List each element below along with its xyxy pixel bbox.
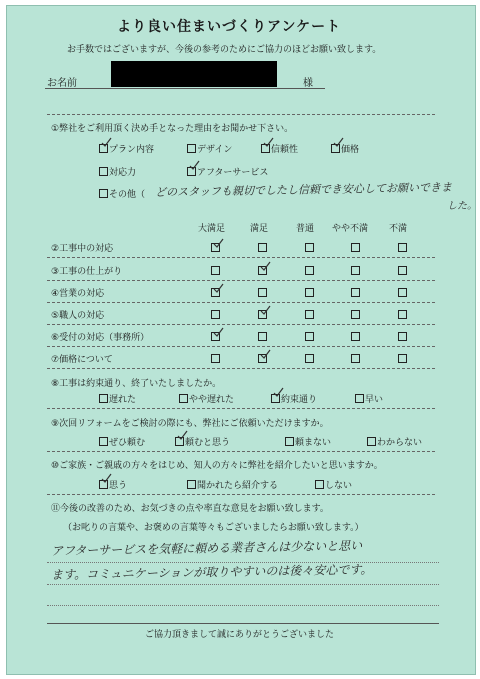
checkbox[interactable] <box>99 167 108 176</box>
option-label: プラン内容 <box>109 145 155 155</box>
q1-option-design[interactable] <box>187 142 232 155</box>
survey-sheet <box>6 5 476 675</box>
rating-row-divider <box>47 257 435 258</box>
rating-row-divider <box>47 346 435 347</box>
rating-checkbox[interactable] <box>211 310 220 319</box>
check-mark-icon <box>263 137 274 148</box>
check-mark-icon <box>101 137 112 148</box>
option-label: 遅れた <box>109 395 137 405</box>
rating-checkbox[interactable] <box>305 332 314 341</box>
divider <box>47 494 435 495</box>
option-label: 約束通り <box>281 395 318 405</box>
name-underline <box>45 88 325 89</box>
rating-checkbox[interactable] <box>351 243 360 252</box>
rating-checkbox[interactable] <box>398 266 407 275</box>
rating-checkbox[interactable] <box>351 266 360 275</box>
option-label: その他（ <box>109 190 146 200</box>
option-label: 対応力 <box>109 168 137 178</box>
q1-other-answer-cont: した。 <box>446 200 478 212</box>
checkbox[interactable] <box>99 437 108 446</box>
rating-checkbox[interactable] <box>398 243 407 252</box>
rating-row-divider <box>47 302 435 303</box>
rating-checkbox[interactable] <box>398 332 407 341</box>
survey-title: より良い住まいづくりアンケート <box>117 19 342 35</box>
rating-header-satisfied: 満足 <box>250 224 269 234</box>
rating-checkbox[interactable] <box>258 243 267 252</box>
check-mark-icon <box>273 387 284 398</box>
check-mark-icon <box>101 473 112 484</box>
option-label: 早い <box>365 395 384 405</box>
check-mark-icon <box>260 349 271 360</box>
option-label: しない <box>325 481 353 491</box>
option-label: アフターサービス <box>197 168 269 178</box>
q8-option-slightly-late[interactable] <box>179 392 234 405</box>
q9-option-unsure[interactable] <box>367 435 422 448</box>
check-mark-icon <box>213 327 224 338</box>
name-redaction <box>111 61 277 87</box>
name-label: お名前 <box>47 78 77 89</box>
q11-subtext: （お叱りの言葉や、お褒めの言葉等々もございましたらお願い致します。） <box>63 523 364 533</box>
rating-checkbox[interactable] <box>351 332 360 341</box>
checkbox[interactable] <box>285 437 294 446</box>
q1-option-other[interactable] <box>99 187 145 200</box>
rating-checkbox[interactable] <box>305 288 314 297</box>
q8-question: ⑧工事は約束通り、終了いたしましたか。 <box>51 379 222 389</box>
rating-header-dissatisfied: 不満 <box>389 224 408 234</box>
rating-checkbox[interactable] <box>305 354 314 363</box>
rating-checkbox[interactable] <box>258 288 267 297</box>
rating-checkbox[interactable] <box>305 266 314 275</box>
check-mark-icon <box>213 283 224 294</box>
q9-option-definitely[interactable] <box>99 435 145 448</box>
rating-checkbox[interactable] <box>211 354 220 363</box>
option-label: 頼まない <box>295 438 332 448</box>
rating-checkbox[interactable] <box>398 310 407 319</box>
answer-line <box>47 584 439 585</box>
check-mark-icon <box>260 305 271 316</box>
rating-checkbox[interactable] <box>305 310 314 319</box>
checkbox[interactable] <box>99 189 108 198</box>
name-suffix: 様 <box>303 78 313 89</box>
q8-option-late[interactable] <box>99 392 136 405</box>
check-mark-icon <box>213 238 224 249</box>
q9-question: ⑨次回リフォームをご検討の際にも、弊社にご依頼いただけますか。 <box>51 419 329 429</box>
checkbox[interactable] <box>179 394 188 403</box>
rating-header-neutral: 普通 <box>296 224 315 234</box>
rating-row-divider <box>47 368 435 369</box>
q11-question: ⑪今後の改善のため、お気づきの点や率直な意見をお願い致します。 <box>51 504 329 514</box>
check-mark-icon <box>260 261 271 272</box>
rating-checkbox[interactable] <box>351 310 360 319</box>
option-label: ぜひ頼む <box>109 438 146 448</box>
check-mark-icon <box>333 137 344 148</box>
rating-row-label: ⑦価格について <box>51 355 113 365</box>
q11-answer-line2: ます。コミュニケーションが取りやすいのは後々安心です。 <box>50 562 373 582</box>
rating-row-label: ③工事の仕上がり <box>51 267 123 277</box>
checkbox[interactable] <box>315 480 324 489</box>
checkbox[interactable] <box>367 437 376 446</box>
checkbox[interactable] <box>99 394 108 403</box>
answer-line <box>47 605 439 606</box>
option-label: 信頼性 <box>271 145 299 155</box>
rating-row-label: ⑤職人の対応 <box>51 311 105 321</box>
rating-checkbox[interactable] <box>258 332 267 341</box>
rating-row-label: ②工事中の対応 <box>51 244 114 254</box>
option-label: 価格 <box>341 145 360 155</box>
divider <box>47 114 435 115</box>
rating-checkbox[interactable] <box>398 288 407 297</box>
rating-row-label: ⑥受付の対応（事務所） <box>51 333 150 343</box>
checkbox[interactable] <box>187 144 196 153</box>
rating-checkbox[interactable] <box>398 354 407 363</box>
q10-option-if-asked[interactable] <box>187 478 278 491</box>
option-label: 頼むと思う <box>185 438 231 448</box>
rating-row-label: ④営業の対応 <box>51 289 105 299</box>
option-label: わからない <box>377 438 423 448</box>
footer-thanks: ご協力頂きまして誠にありがとうございました <box>145 630 335 640</box>
rating-header-very-satisfied: 大満足 <box>198 224 226 234</box>
option-label: やや遅れた <box>189 395 235 405</box>
q10-option-no[interactable] <box>315 478 352 491</box>
intro-text: お手数ではございますが、今後の参考のためにご協力のほどお願い致します。 <box>67 45 382 55</box>
rating-row-divider <box>47 280 435 281</box>
rating-header-slightly-dissatisfied: やや不満 <box>332 224 369 234</box>
option-label: 聞かれたら紹介する <box>197 481 279 491</box>
check-mark-icon <box>189 160 200 171</box>
option-label: デザイン <box>197 145 233 155</box>
q9-option-no[interactable] <box>285 435 331 448</box>
check-mark-icon <box>177 430 188 441</box>
divider <box>47 451 435 452</box>
rating-checkbox[interactable] <box>351 354 360 363</box>
checkbox[interactable] <box>355 394 364 403</box>
divider <box>47 408 435 409</box>
q1-option-response[interactable] <box>99 165 136 178</box>
footer-divider <box>47 623 439 624</box>
rating-checkbox[interactable] <box>211 266 220 275</box>
rating-row-divider <box>47 324 435 325</box>
q8-option-early[interactable] <box>355 392 383 405</box>
q10-question: ⑩ご家族・ご親戚の方々をはじめ、知人の方々に弊社を紹介したいと思いますか。 <box>51 461 383 471</box>
q1-other-answer: どのスタッフも親切でしたし信頼でき安心してお願いできま <box>154 180 453 199</box>
rating-checkbox[interactable] <box>305 243 314 252</box>
q11-answer-line1: アフターサービスを気軽に頼める業者さんは少ないと思い <box>50 538 363 558</box>
rating-checkbox[interactable] <box>351 288 360 297</box>
checkbox[interactable] <box>187 480 196 489</box>
option-label: 思う <box>109 481 128 491</box>
q1-question: ①弊社をご利用頂く決め手となった理由をお聞かせ下さい。 <box>51 124 294 134</box>
